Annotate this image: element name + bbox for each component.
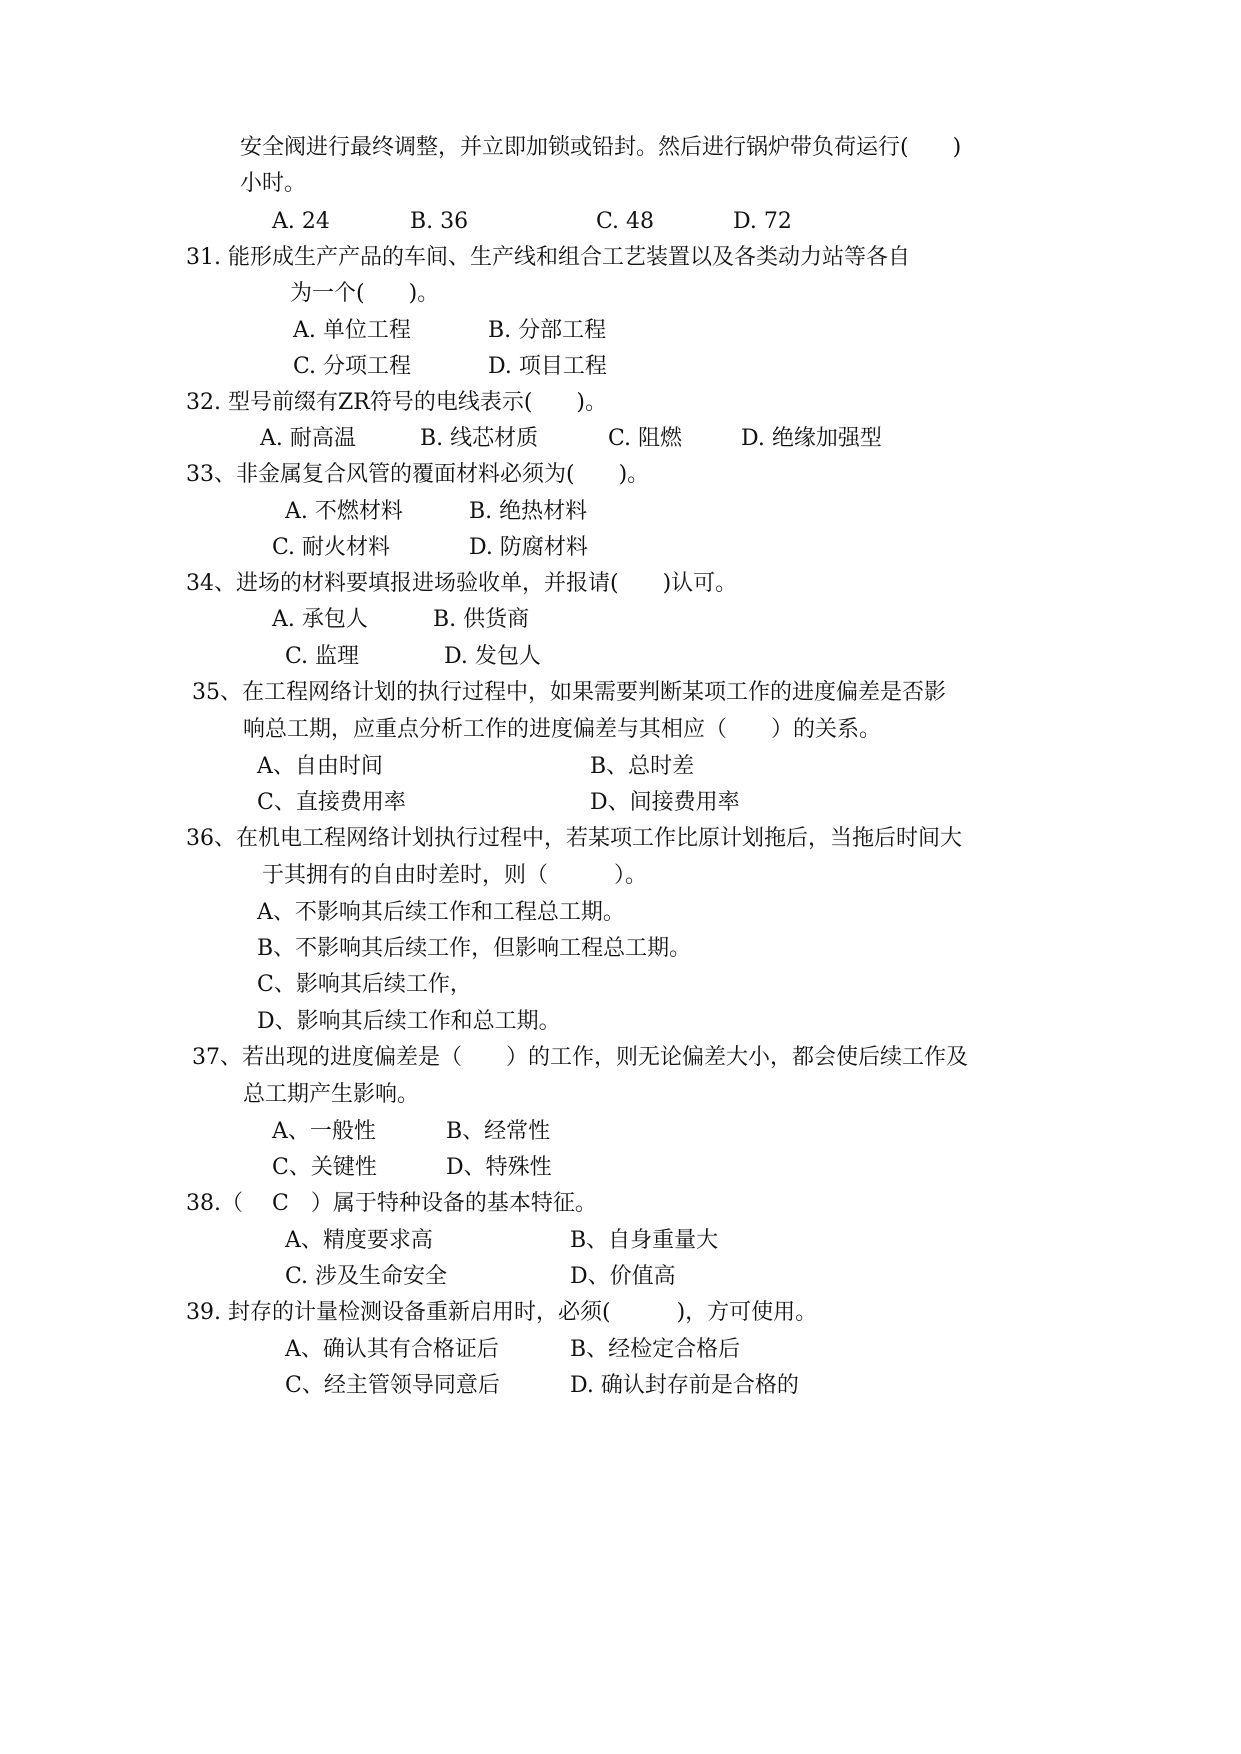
q38-option-d: D、价值高	[570, 1264, 676, 1289]
q36-option-b: B、不影响其后续工作，但影响工程总工期。	[257, 936, 692, 961]
q32-option-b: B. 线芯材质	[420, 426, 539, 451]
q37-option-d: D、特殊性	[446, 1155, 552, 1180]
q35-option-a: A、自由时间	[257, 754, 383, 779]
q34-option-b: B. 供货商	[433, 607, 530, 632]
q39-stem: 39. 封存的计量检测设备重新启用时，必须( )，方可使用。	[186, 1300, 818, 1325]
q31-option-d: D. 项目工程	[488, 354, 607, 379]
q35-stem-line1: 35、在工程网络计划的执行过程中，如果需要判断某项工作的进度偏差是否影	[192, 680, 946, 705]
q39-option-d: D. 确认封存前是合格的	[570, 1373, 799, 1398]
q38-option-c: C. 涉及生命安全	[285, 1264, 448, 1289]
q37-option-a: A、一般性	[272, 1119, 376, 1144]
q35-stem-line2: 响总工期，应重点分析工作的进度偏差与其相应（ ）的关系。	[243, 717, 882, 742]
q34-option-a: A. 承包人	[272, 607, 368, 632]
q38-option-a: A、精度要求高	[285, 1228, 433, 1253]
q30-option-d: D. 72	[733, 209, 792, 234]
q36-option-d: D、影响其后续工作和总工期。	[257, 1009, 561, 1034]
q39-option-a: A、确认其有合格证后	[285, 1337, 499, 1362]
q32-option-a: A. 耐高温	[260, 426, 356, 451]
q39-option-b: B、经检定合格后	[570, 1337, 741, 1362]
q34-option-c: C. 监理	[285, 644, 360, 669]
q30-option-a: A. 24	[272, 209, 330, 234]
q30-option-b: B. 36	[410, 209, 469, 234]
q33-stem: 33、非金属复合风管的覆面材料必须为( )。	[186, 462, 650, 487]
q36-option-a: A、不影响其后续工作和工程总工期。	[257, 900, 625, 925]
q30-option-c: C. 48	[596, 209, 655, 234]
q30-stem-line1: 安全阀进行最终调整，并立即加锁或铅封。然后进行锅炉带负荷运行( )	[240, 135, 962, 160]
q37-stem-line2: 总工期产生影响。	[243, 1082, 420, 1107]
q35-option-b: B、总时差	[590, 754, 695, 779]
q39-option-c: C、经主管领导同意后	[285, 1373, 500, 1398]
q32-option-c: C. 阻燃	[608, 426, 683, 451]
q31-option-a: A. 单位工程	[293, 318, 411, 343]
q31-stem-line2: 为一个( )。	[290, 281, 440, 306]
q36-stem-line2: 于其拥有的自由时差时，则（ ）。	[262, 863, 648, 888]
q38-option-b: B、自身重量大	[570, 1228, 719, 1253]
q36-stem-line1: 36、在机电工程网络计划执行过程中，若某项工作比原计划拖后，当拖后时间大	[186, 826, 962, 851]
q37-option-b: B、经常性	[446, 1119, 551, 1144]
q37-option-c: C、关键性	[272, 1155, 377, 1180]
q33-option-c: C. 耐火材料	[272, 535, 391, 560]
q36-option-c: C、影响其后续工作，	[257, 972, 472, 997]
q34-stem: 34、进场的材料要填报进场验收单，并报请( )认可。	[186, 571, 738, 596]
q31-stem-line1: 31. 能形成生产产品的车间、生产线和组合工艺装置以及各类动力站等各自	[186, 245, 910, 270]
q34-option-d: D. 发包人	[444, 644, 541, 669]
q31-option-b: B. 分部工程	[488, 318, 607, 343]
q30-stem-line2: 小时。	[240, 171, 307, 196]
q31-option-c: C. 分项工程	[293, 354, 412, 379]
q35-option-c: C、直接费用率	[257, 790, 406, 815]
q38-stem: 38.（ C ）属于特种设备的基本特征。	[186, 1191, 597, 1216]
q33-option-a: A. 不燃材料	[285, 499, 403, 524]
q37-stem-line1: 37、若出现的进度偏差是（ ）的工作，则无论偏差大小，都会使后续工作及	[192, 1045, 968, 1070]
q32-stem: 32. 型号前缀有ZR符号的电线表示( )。	[186, 390, 607, 415]
q35-option-d: D、间接费用率	[590, 790, 740, 815]
q33-option-d: D. 防腐材料	[469, 535, 588, 560]
q33-option-b: B. 绝热材料	[469, 499, 588, 524]
q32-option-d: D. 绝缘加强型	[741, 426, 882, 451]
